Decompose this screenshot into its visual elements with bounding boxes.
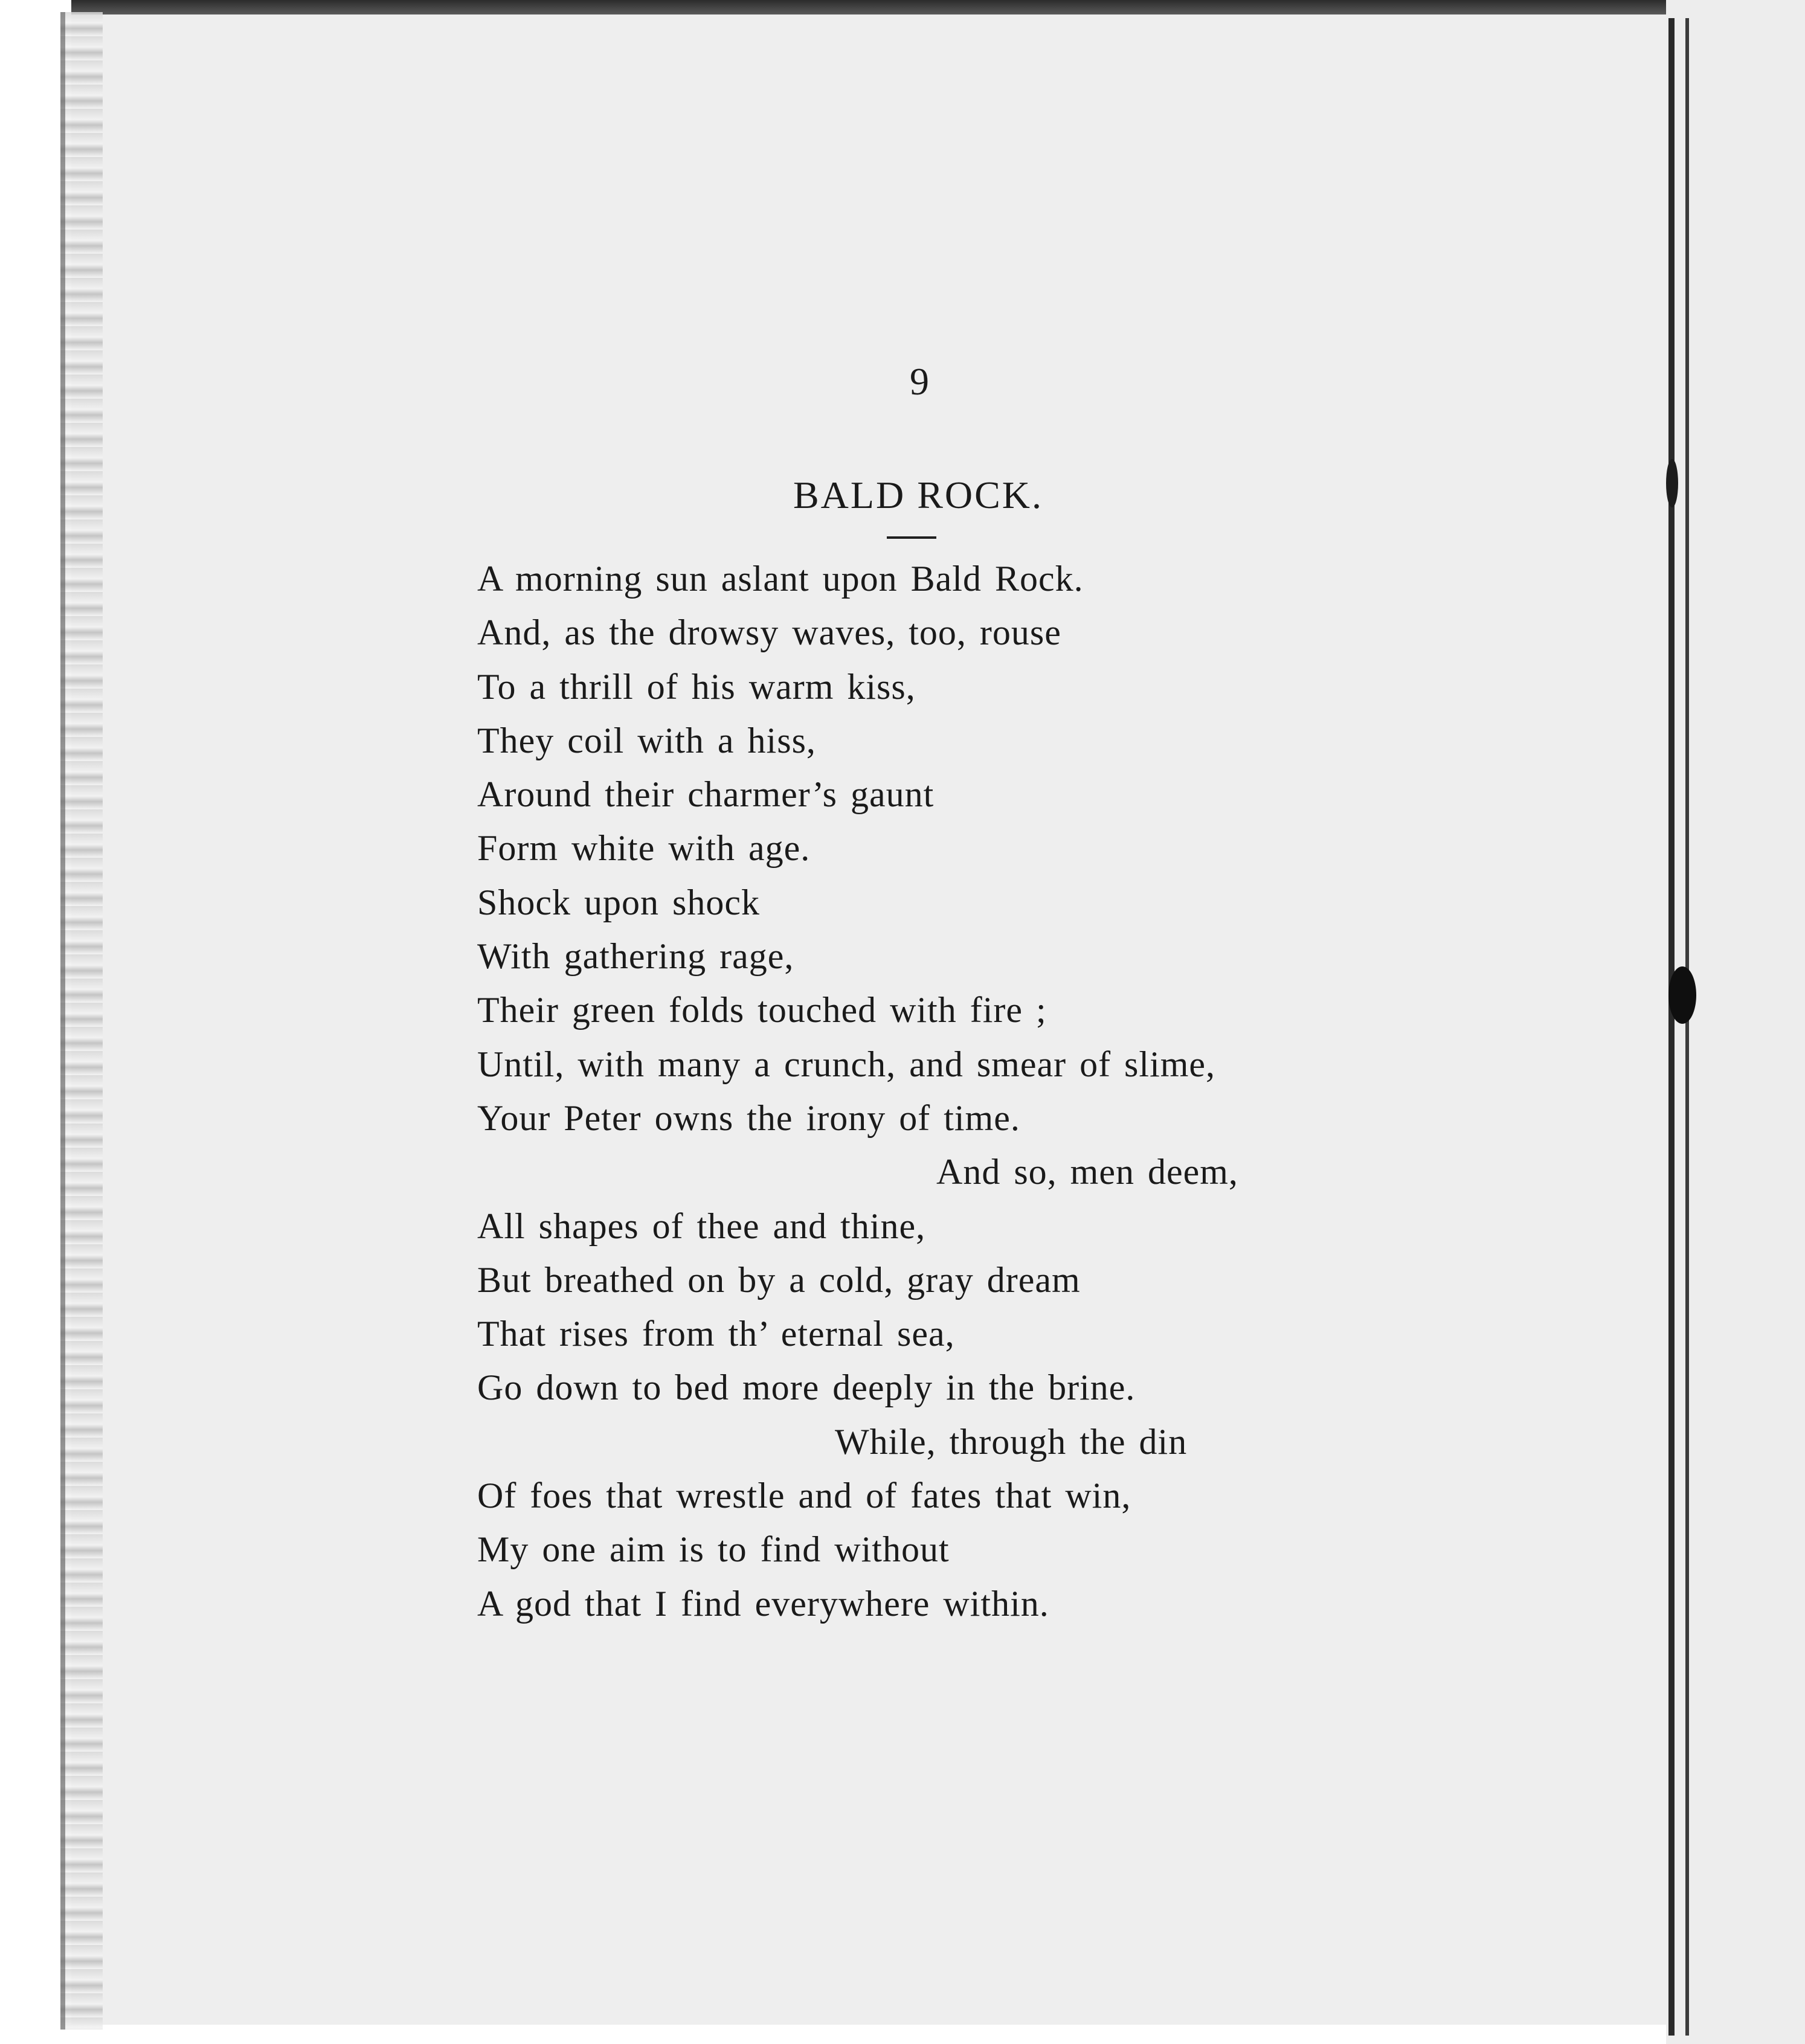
poem-line: A morning sun aslant upon Bald Rock. — [477, 559, 1084, 599]
poem-line: Of foes that wrestle and of fates that win, — [477, 1476, 1131, 1516]
poem-line: Shock upon shock — [477, 882, 760, 922]
poem-line: With gathering rage, — [477, 936, 794, 977]
poem-line: That rises from th’ eternal sea, — [477, 1314, 955, 1354]
poem-line: Your Peter owns the irony of time. — [477, 1098, 1020, 1138]
poem-line: To a thrill of his warm kiss, — [477, 666, 916, 707]
poem-line: All shapes of thee and thine, — [477, 1206, 926, 1246]
poem-line: But breathed on by a cold, gray dream — [477, 1259, 1081, 1300]
poem-line: And so, men deem, — [936, 1152, 1238, 1192]
page-number: 9 — [910, 360, 929, 403]
poem-line: Go down to bed more deeply in the brine. — [477, 1367, 1136, 1408]
poem-body — [477, 552, 1383, 1631]
poem-line: Their green folds touched with fire ; — [477, 990, 1047, 1030]
poem-line: And, as the drowsy waves, too, rouse — [477, 612, 1061, 653]
poem-line: Form white with age. — [477, 828, 811, 869]
title-rule — [887, 536, 936, 539]
ink-blot — [1668, 966, 1696, 1024]
poem-line: While, through the din — [835, 1421, 1188, 1462]
poem-title: BALD ROCK. — [793, 474, 1044, 516]
poem-line: They coil with a hiss, — [477, 720, 816, 760]
poem-line: Until, with many a crunch, and smear of slime, — [477, 1044, 1216, 1084]
poem-line: Around their charmer’s gaunt — [477, 774, 935, 815]
left-binding-shadow — [60, 12, 65, 2030]
poem-line: My one aim is to find without — [477, 1529, 950, 1570]
left-binding-edge — [60, 12, 103, 2030]
facing-page-inner-line — [1685, 18, 1689, 2036]
poem-line: A god that I find everywhere within. — [477, 1583, 1049, 1624]
top-edge-shadow — [71, 0, 1666, 14]
facing-page-border-line — [1668, 18, 1675, 2036]
